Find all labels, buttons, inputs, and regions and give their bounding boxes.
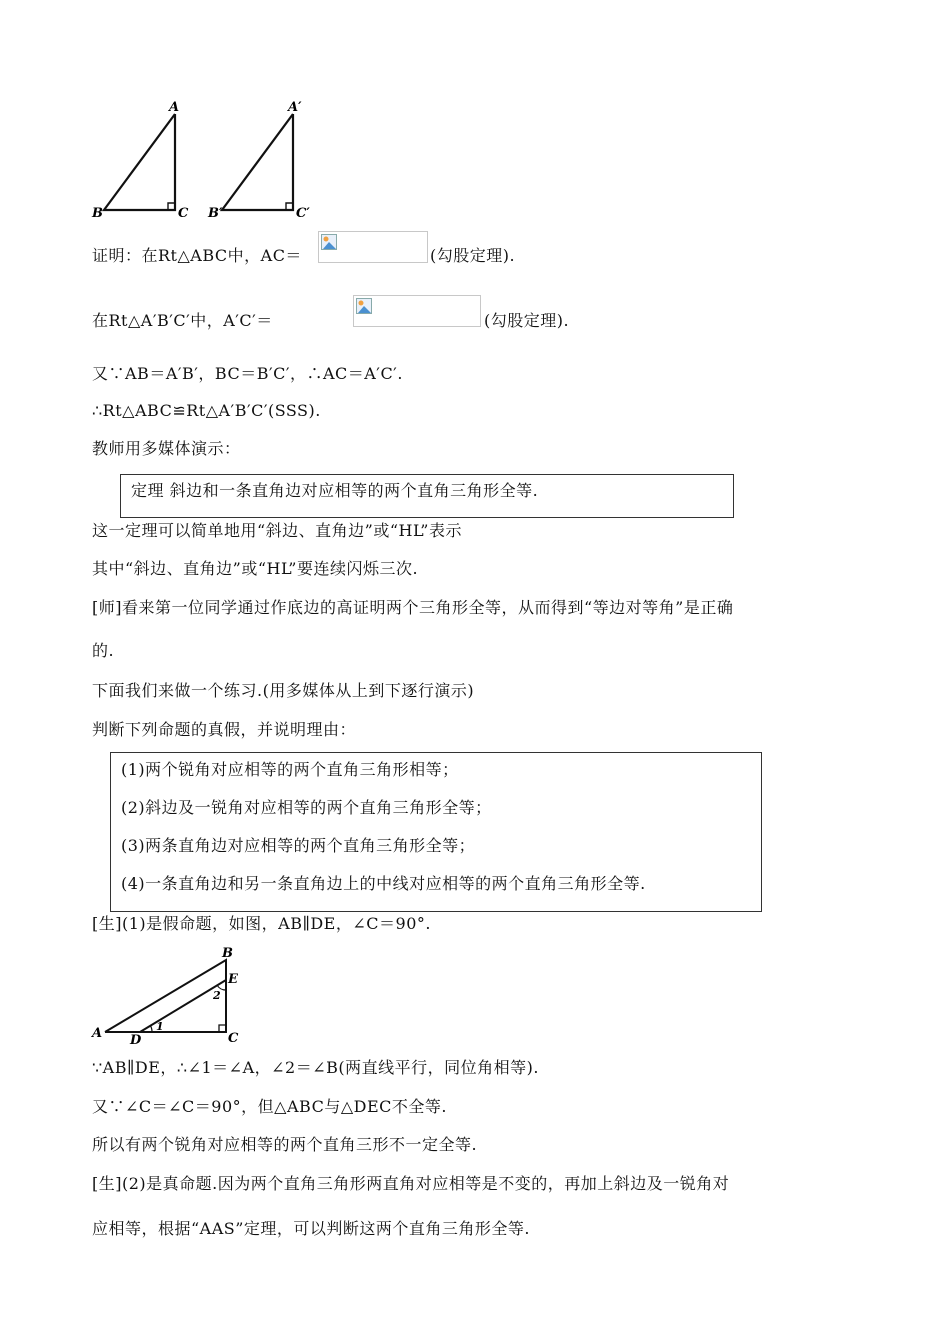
label-A: A	[169, 100, 180, 115]
theorem-text: 定理 斜边和一条直角边对应相等的两个直角三角形全等.	[131, 481, 539, 500]
figure-two-right-triangles	[88, 96, 328, 224]
proof-line-2	[92, 311, 273, 331]
exercise-item-1: (1)两个锐角对应相等的两个直角三角形相等；	[121, 760, 459, 779]
exercise-item-2: (2)斜边及一锐角对应相等的两个直角三角形全等；	[121, 798, 492, 817]
label-fig2-D: D	[130, 1033, 142, 1046]
paragraph-3b: 的.	[92, 641, 115, 660]
paragraph-5: 判断下列命题的真假，并说明理由：	[92, 720, 357, 739]
label-fig2-A: A	[92, 1026, 103, 1041]
proof-line-5: 教师用多媒体演示：	[92, 439, 241, 458]
paragraph-1: 这一定理可以简单地用“斜边、直角边”或“HL”表示	[92, 521, 462, 540]
figure-parallel-triangles	[88, 946, 248, 1046]
paragraph-4: 下面我们来做一个练习.(用多媒体从上到下逐行演示)	[92, 681, 475, 700]
triangle-abc	[104, 114, 175, 210]
proof-line-4: ∴Rt△ABC≌Rt△A′B′C′(SSS).	[92, 401, 321, 420]
proof-line-1-suffix: (勾股定理).	[430, 246, 516, 265]
triangle-a2b2c2	[222, 114, 293, 210]
label-B-prime: B′	[208, 206, 223, 221]
proof-line-2-suffix: (勾股定理).	[484, 311, 570, 330]
broken-image-icon	[356, 298, 372, 314]
exercise-item-4: (4)一条直角边和另一条直角边上的中线对应相等的两个直角三角形全等.	[121, 874, 646, 893]
formula-image-placeholder-2	[353, 295, 481, 327]
right-angle-mark-c-2	[219, 1025, 226, 1032]
proof-line-2-prefix: 在Rt△A′B′C′中，A′C′＝	[92, 311, 273, 330]
answer-line-2: ∵AB∥DE，∴∠1＝∠A，∠2＝∠B(两直线平行，同位角相等).	[92, 1058, 539, 1077]
label-A-prime: A′	[288, 100, 302, 115]
proof-line-3: 又∵AB＝A′B′，BC＝B′C′，∴AC＝A′C′.	[92, 364, 403, 383]
exercise-box	[110, 752, 762, 912]
answer-line-5a: [生](2)是真命题.因为两个直角三角形两直角对应相等是不变的，再加上斜边及一锐角对	[92, 1174, 730, 1193]
label-angle-1: 1	[156, 1020, 164, 1033]
label-fig2-B: B	[222, 946, 233, 961]
triangle-abc-2	[105, 960, 226, 1032]
exercise-item-3: (3)两条直角边对应相等的两个直角三角形全等；	[121, 836, 476, 855]
proof-line-1	[92, 246, 302, 266]
broken-image-icon	[321, 234, 337, 250]
proof-line-1-prefix: 证明：在Rt△ABC中，AC＝	[92, 246, 302, 265]
label-C-prime: C′	[296, 206, 310, 221]
label-angle-2: 2	[213, 989, 221, 1002]
answer-line-3: 又∵∠C＝∠C＝90°，但△ABC与△DEC不全等.	[92, 1097, 447, 1116]
answer-line-5b: 应相等，根据“AAS”定理，可以判断这两个直角三角形全等.	[92, 1219, 531, 1238]
paragraph-2: 其中“斜边、直角边”或“HL”要连续闪烁三次.	[92, 559, 419, 578]
label-fig2-E: E	[228, 972, 238, 987]
theorem-box	[120, 474, 734, 518]
answer-line-1: [生](1)是假命题，如图，AB∥DE，∠C＝90°.	[92, 914, 431, 933]
paragraph-3a: [师]看来第一位同学通过作底边的高证明两个三角形全等，从而得到“等边对等角”是正确	[92, 598, 734, 617]
label-B: B	[92, 206, 103, 221]
label-fig2-C: C	[228, 1031, 239, 1046]
label-C: C	[178, 206, 189, 221]
answer-line-4: 所以有两个锐角对应相等的两个直角三形不一定全等.	[92, 1135, 478, 1154]
formula-image-placeholder-1	[318, 231, 428, 263]
segment-de	[140, 980, 226, 1032]
